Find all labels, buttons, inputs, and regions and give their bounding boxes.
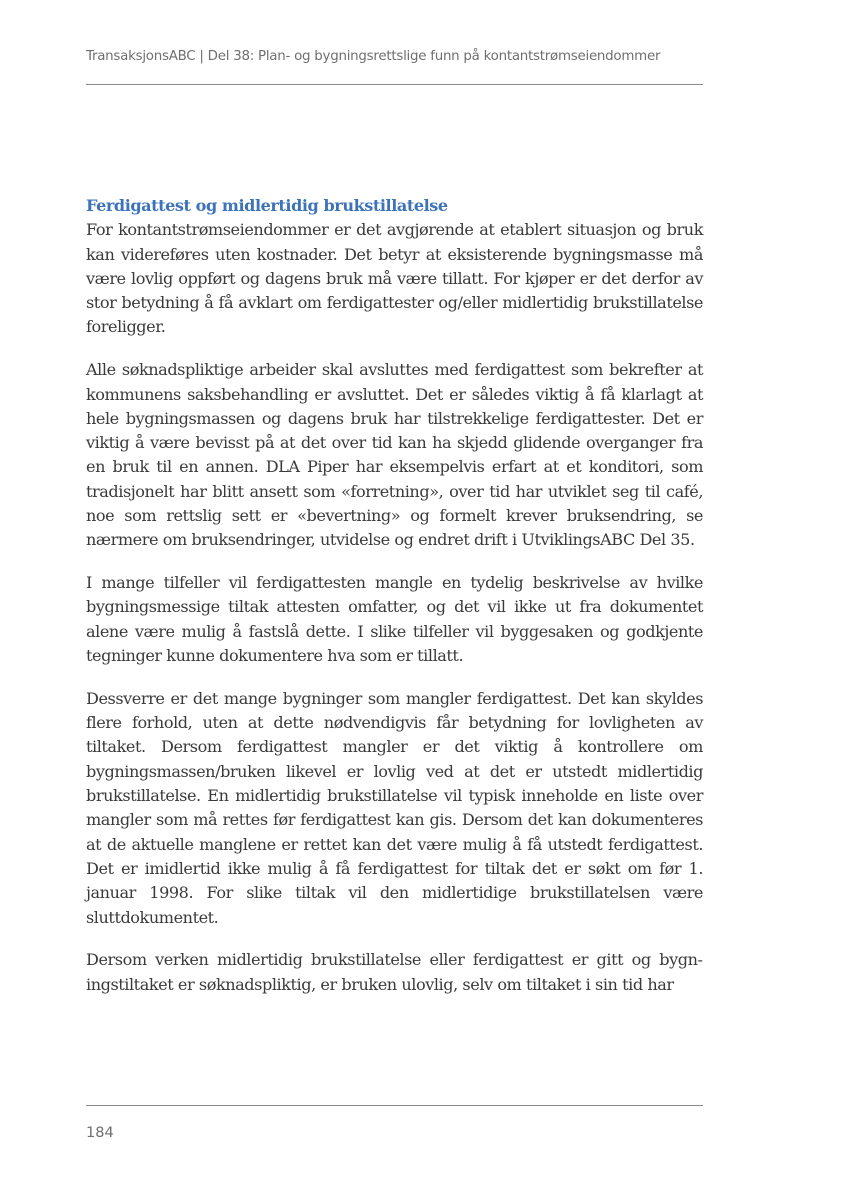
- main-content: [86, 194, 703, 1015]
- running-header-title: TransaksjonsABC | Del 38: Plan- og bygningsrettslige funn på kontantstrømseiendommer: [86, 49, 661, 64]
- paragraph-4: Dessverre er det mange bygninger som mangler ferdigattest. Det kan skyldes flere forhold, uten at dette nødvendigvis får betydning for lovligheten av tiltaket. Dersom ferdigattest mangler er det viktig å kontrollere om bygningsmassen/bruken likevel er lovlig ved at det er utstedt midlertidig brukstillatelse. En midlertidig brukstillatelse vil typisk inneholde en liste over mangler som må rettes før ferdigattest kan gis. Dersom det kan dokumenteres at de aktuelle manglene er rettet kan det være mulig å få utstedt ferdigattest. Det er imidlertid ikke mulig å få ferdigattest for tiltak det er søkt om før 1. januar 1998. For slike tiltak vil den midlertidige brukstillatelsen være sluttdokumentet.: [86, 688, 703, 927]
- footer-divider: [86, 1105, 703, 1106]
- section-heading: Ferdigattest og midlertidig brukstillatelse: [86, 196, 448, 215]
- paragraph-2: Alle søknadspliktige arbeider skal avsluttes med ferdigattest som bekrefter at kommunens saksbehandling er avsluttet. Det er således viktig å få klarlagt at hele bygningsmassen og dagens bruk har tilstrekkelige ferdigattester. Det er viktig å være bevisst på at det over tid kan ha skjedd glidende overganger fra en bruk til en annen. DLA Piper har eksempelvis erfart at et konditori, som tradisjonelt har blitt ansett som «forretning», over tid har utviklet seg til café, noe som rettslig sett er «bevertning» og formelt krever bruksendring, se nærmere om bruksendringer, utvidelse og endret drift i UtviklingsABC Del 35.: [86, 360, 703, 550]
- paragraph-1: For kontantstrømseiendommer er det avgjørende at etablert situasjon og bruk kan videreføres uten kostnader. Det betyr at eksisterende bygningsmasse må være lovlig oppført og dagens bruk må være tillatt. For kjøper er det derfor av stor betydning å få avklart om ferdigattester og/eller midlertidig brukstillatelse foreligger.: [86, 220, 703, 337]
- paragraph-5: Dersom verken midlertidig brukstillatelse eller ferdigattest er gitt og bygningstiltaket er søknadspliktig, er bruken ulovlig, selv om tiltaket i sin tid har: [86, 950, 703, 994]
- paragraph-3: I mange tilfeller vil ferdigattesten mangle en tydelig beskrivelse av hvilke bygningsmessige tiltak attesten omfatter, og det vil ikke ut fra dokumentet alene være mulig å fastslå dette. I slike tilfeller vil byggesaken og godkjente tegninger kunne dokumentere hva som er tillatt.: [86, 573, 703, 666]
- header-divider: [86, 84, 703, 85]
- page-number: 184: [86, 1125, 114, 1141]
